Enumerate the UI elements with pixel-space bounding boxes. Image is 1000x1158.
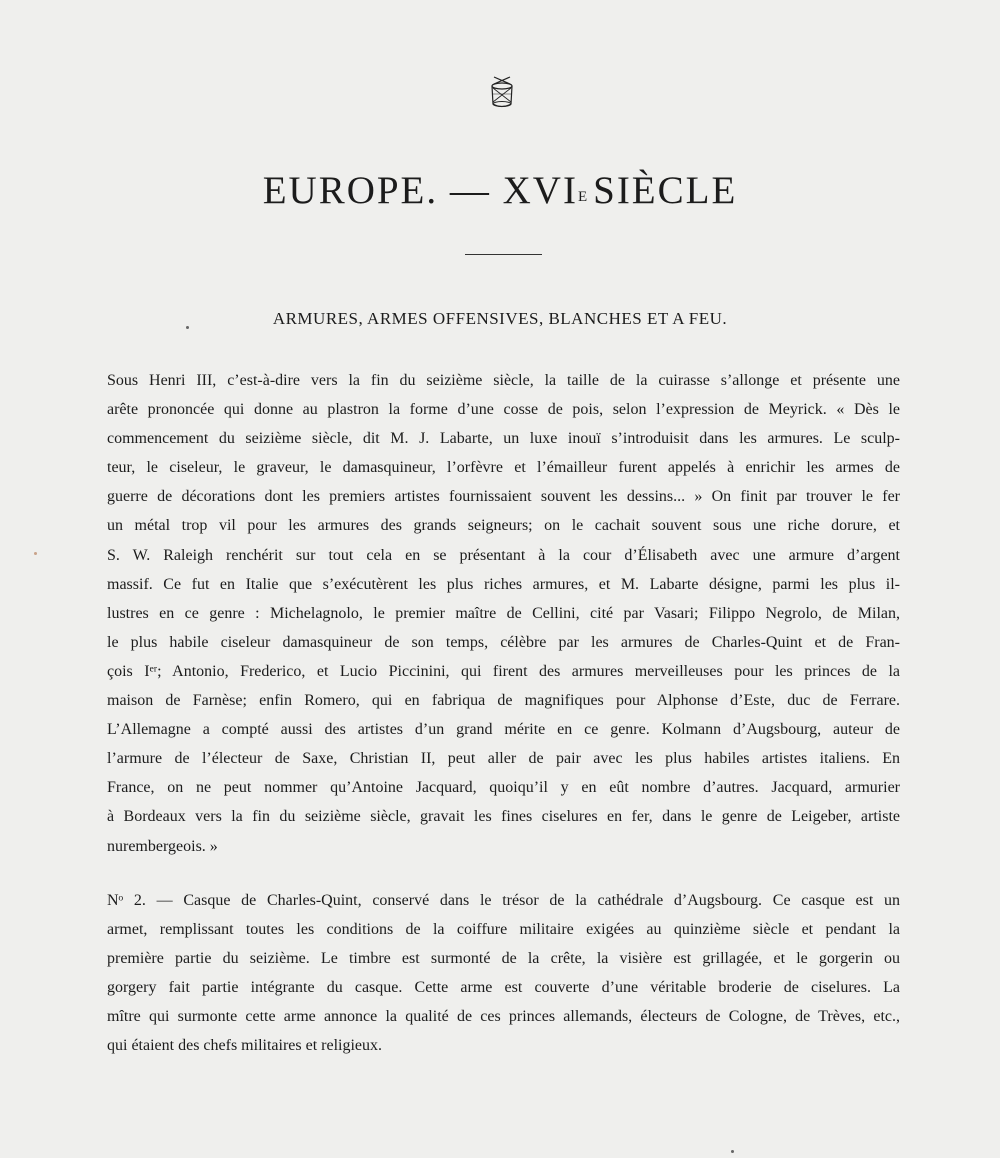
text-line: mître qui surmonte cette arme annonce la qualité de ces princes allemands, électeurs de Cologne, de Trèves, etc., xyxy=(107,1008,900,1026)
text-line: première partie du seizième. Le timbre est surmonté de la crête, la visière est grillagée, et le gorgerin ou xyxy=(107,950,900,968)
text-line: arête prononcée qui donne au plastron la forme d’une cosse de pois, selon l’expression de Meyrick. « Dès le xyxy=(107,401,900,419)
text-line: le plus habile ciseleur damasquineur de son temps, célèbre par les armures de Charles-Quint et de Fran- xyxy=(107,633,900,651)
title-superscript: E xyxy=(577,189,588,205)
text-line: un métal trop vil pour les armures des grands seigneurs; on le cachait souvent sous une riche dorure, et xyxy=(107,517,900,535)
print-speck xyxy=(34,552,37,555)
paragraph-item-2 xyxy=(107,886,900,1061)
text-line: guerre de décorations dont les premiers artistes fournissaient souvent les dessins... » On finit par trouver le fer xyxy=(107,488,900,506)
title-divider xyxy=(465,254,542,255)
text-line: armet, remplissant toutes les conditions de la coiffure militaire exigées au quinzième siècle et pendant la xyxy=(107,921,900,939)
paragraph-intro xyxy=(107,366,900,861)
text-line: à Bordeaux vers la fin du seizième siècle, gravait les fines ciselures en fer, dans le genre de Leigeber, artiste xyxy=(107,808,900,826)
text-line: lustres en ce genre : Michelagnolo, le premier maître de Cellini, cité par Vasari; Filippo Negrolo, de Milan, xyxy=(107,604,900,622)
text-line: qui étaient des chefs militaires et religieux. xyxy=(107,1037,383,1055)
text-line: teur, le ciseleur, le graveur, le damasquineur, l’orfèvre et l’émailleur furent appelés à enrichir les armes de xyxy=(107,459,900,477)
text-line: gorgery fait partie intégrante du casque. Cette arme est couverte d’une véritable broderie de ciselures. La xyxy=(107,979,900,997)
title-main: EUROPE. — XVI xyxy=(262,169,578,212)
text-line: commencement du seizième siècle, dit M. J. Labarte, un luxe inouï s’introduisit dans les armures. Le sculp- xyxy=(107,430,900,448)
text-line: S. W. Raleigh renchérit sur tout cela en se présentant à la cour d’Élisabeth avec une armure d’argent xyxy=(107,546,900,564)
text-line: massif. Ce fut en Italie que s’exécutèrent les plus riches armures, et M. Labarte désigne, parmi les plus il- xyxy=(107,575,900,593)
text-line: nurembergeois. » xyxy=(107,837,218,855)
text-line: Sous Henri III, c’est-à-dire vers la fin du seizième siècle, la taille de la cuirasse s’allonge et présente une xyxy=(107,372,900,389)
page-title xyxy=(0,166,1000,216)
section-subtitle: ARMURES, ARMES OFFENSIVES, BLANCHES ET A FEU. xyxy=(272,309,728,328)
text-line: l’armure de l’électeur de Saxe, Christian II, peut aller de pair avec les plus habiles artistes italiens. En xyxy=(107,750,900,768)
text-line: L’Allemagne a compté aussi des artistes d’un grand mérite en ce genre. Kolmann d’Augsbourg, auteur de xyxy=(107,721,900,739)
text-line: France, on ne peut nommer qu’Antoine Jacquard, quoiqu’il y en eût nombre d’autres. Jacquard, armurier xyxy=(107,779,900,797)
print-speck xyxy=(731,1150,734,1153)
text-line: Nᵒ 2. — Casque de Charles-Quint, conservé dans le trésor de la cathédrale d’Augsbourg. Ce casque est un xyxy=(107,892,900,909)
drum-icon xyxy=(488,74,516,110)
text-line: maison de Farnèse; enfin Romero, qui en fabriqua de magnifiques pour Alphonse d’Este, duc de Ferrare. xyxy=(107,692,900,710)
text-line: çois Iᵉʳ; Antonio, Frederico, et Lucio Piccinini, qui firent des armures merveilleuses pour les princes de la xyxy=(107,662,900,680)
print-speck xyxy=(186,326,189,329)
title-end: SIÈCLE xyxy=(593,169,738,212)
